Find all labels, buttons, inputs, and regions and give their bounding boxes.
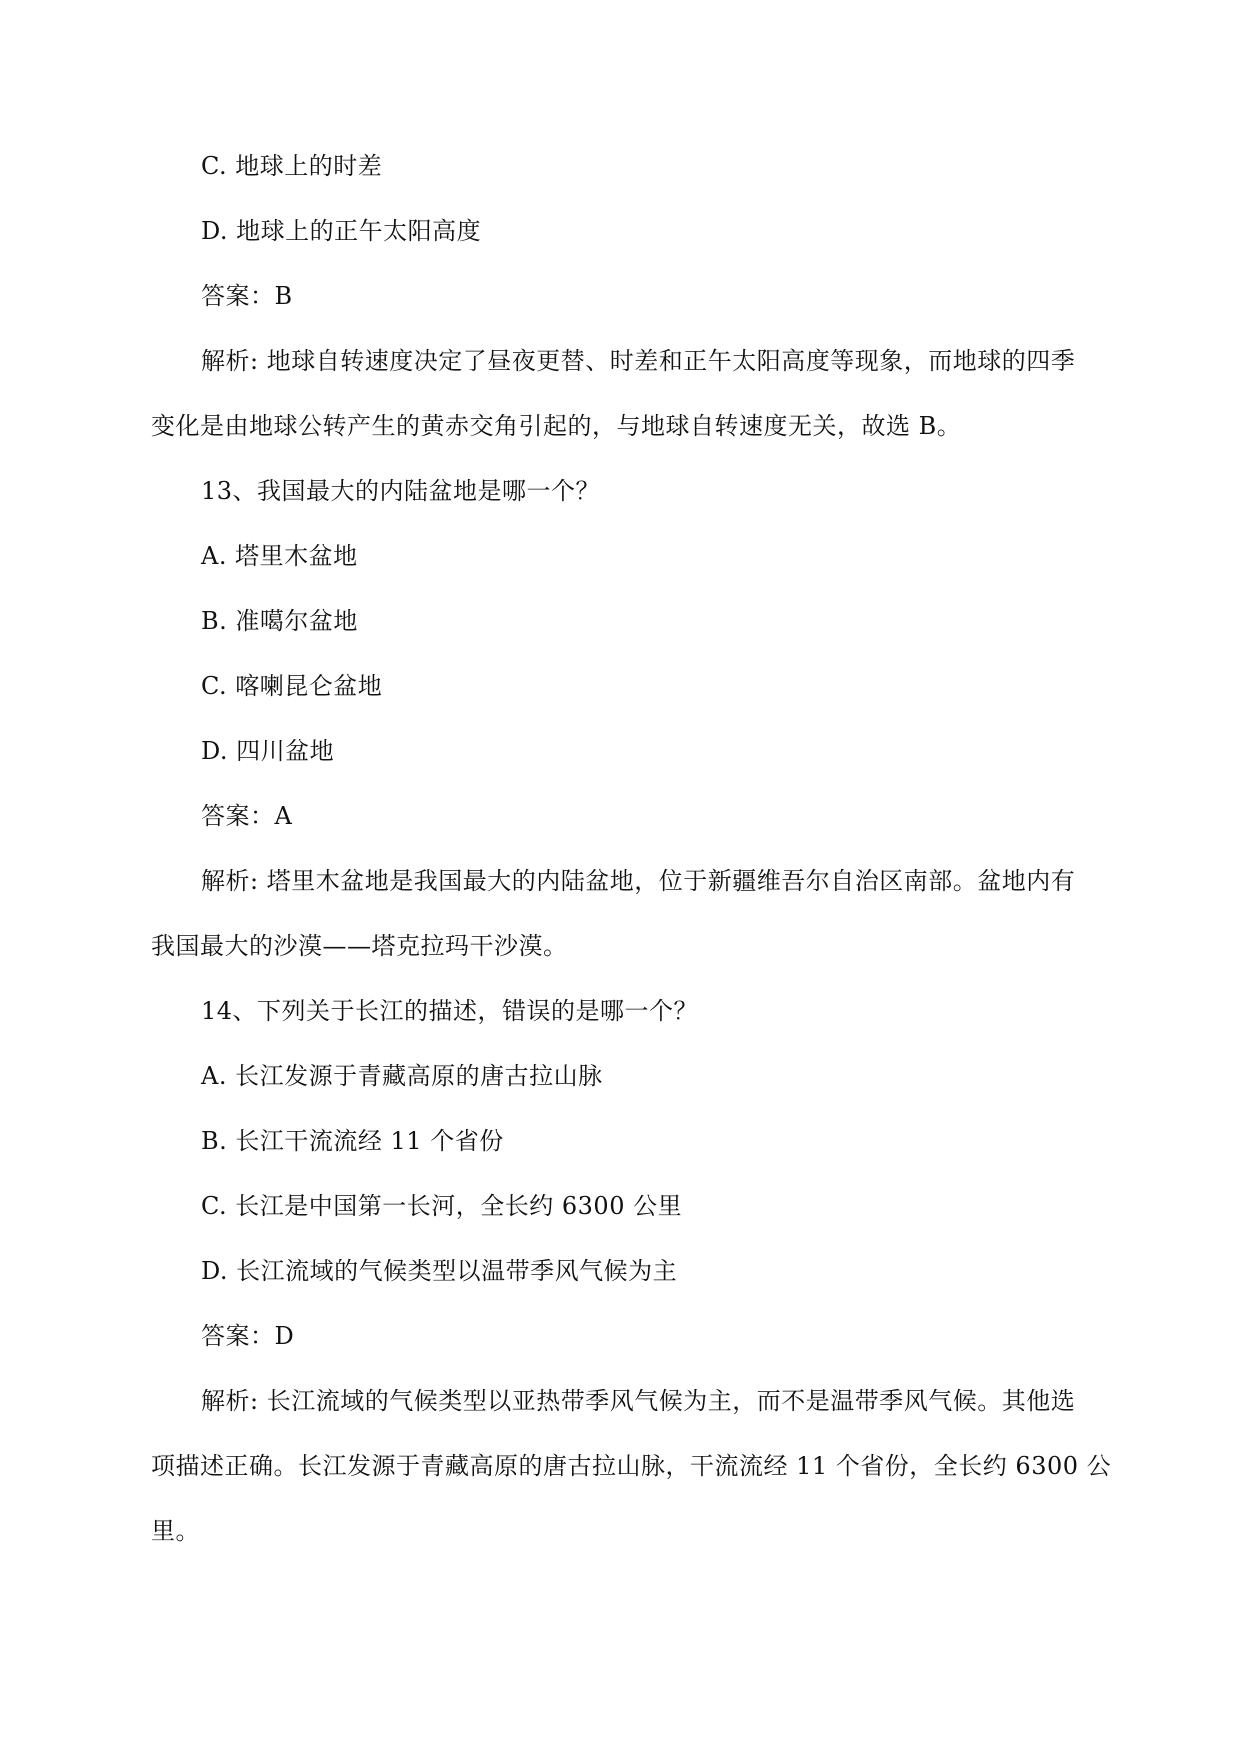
answer-q13: 答案：A bbox=[201, 802, 293, 830]
option-c-q13: C. 喀喇昆仑盆地 bbox=[201, 672, 383, 700]
option-d-q13: D. 四川盆地 bbox=[201, 737, 335, 765]
option-a-q14: A. 长江发源于青藏高原的唐古拉山脉 bbox=[201, 1062, 603, 1090]
explanation-q14-line3: 里。 bbox=[151, 1517, 200, 1545]
option-b-q13: B. 准噶尔盆地 bbox=[201, 607, 358, 635]
explanation-q14-line2: 项描述正确。长江发源于青藏高原的唐古拉山脉，干流流经 11 个省份，全长约 6300 公 bbox=[151, 1452, 1112, 1480]
explanation-q12-line2: 变化是由地球公转产生的黄赤交角引起的，与地球自转速度无关，故选 B。 bbox=[151, 412, 962, 440]
explanation-q13-line1: 解析: 塔里木盆地是我国最大的内陆盆地，位于新疆维吾尔自治区南部。盆地内有 bbox=[201, 867, 1076, 895]
option-d-q14: D. 长江流域的气候类型以温带季风气候为主 bbox=[201, 1257, 678, 1285]
option-b-q14: B. 长江干流流经 11 个省份 bbox=[201, 1127, 504, 1155]
explanation-q12-line1: 解析: 地球自转速度决定了昼夜更替、时差和正午太阳高度等现象，而地球的四季 bbox=[201, 347, 1076, 375]
answer-q12: 答案：B bbox=[201, 282, 293, 310]
option-c-q14: C. 长江是中国第一长河，全长约 6300 公里 bbox=[201, 1192, 683, 1220]
explanation-q14-line1: 解析: 长江流域的气候类型以亚热带季风气候为主，而不是温带季风气候。其他选 bbox=[201, 1387, 1076, 1415]
option-d-q12: D. 地球上的正午太阳高度 bbox=[201, 217, 482, 245]
question-14: 14、下列关于长江的描述，错误的是哪一个？ bbox=[201, 997, 699, 1025]
answer-q14: 答案：D bbox=[201, 1322, 295, 1350]
question-13: 13、我国最大的内陆盆地是哪一个？ bbox=[201, 477, 601, 505]
explanation-q13-line2: 我国最大的沙漠——塔克拉玛干沙漠。 bbox=[151, 932, 568, 960]
option-c-q12: C. 地球上的时差 bbox=[201, 152, 383, 180]
option-a-q13: A. 塔里木盆地 bbox=[201, 542, 358, 570]
